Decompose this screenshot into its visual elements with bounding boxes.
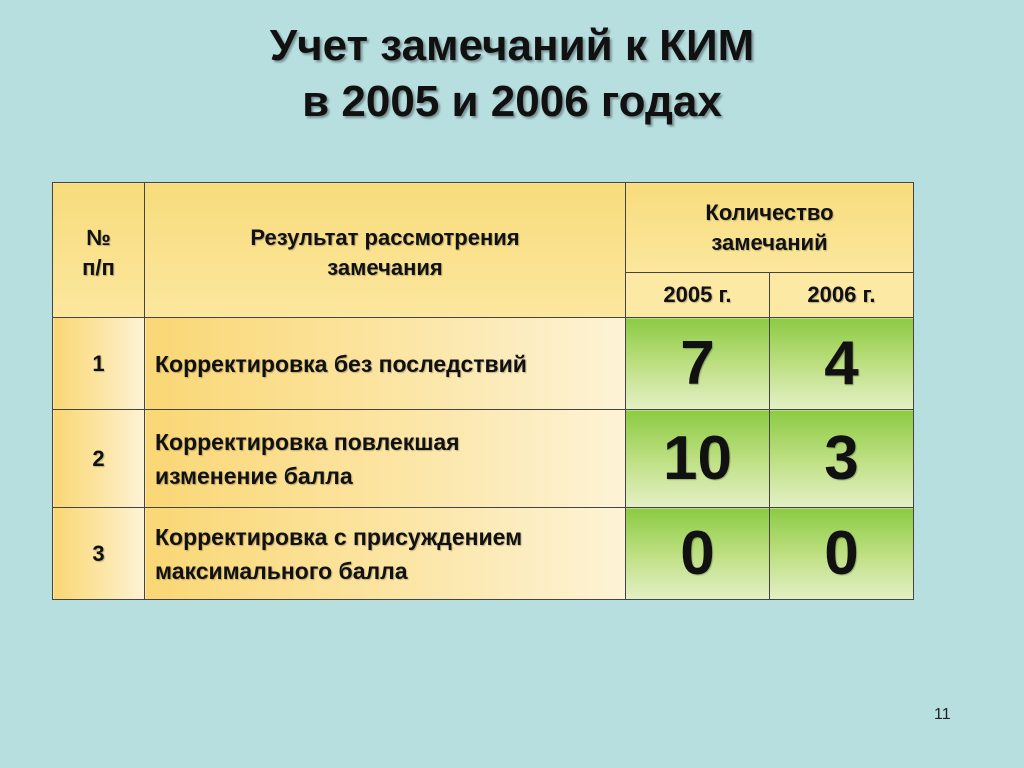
header-year-2005: 2005 г. <box>626 273 770 318</box>
row-num: 1 <box>53 318 145 410</box>
slide-title <box>0 18 1024 130</box>
title-line-1: Учет замечаний к КИМ <box>269 21 755 70</box>
value-2005: 0 <box>626 508 770 600</box>
value-2005: 7 <box>626 318 770 410</box>
table-row <box>53 410 914 508</box>
page-number: 11 <box>934 706 951 723</box>
row-result: Корректировка с присуждением максимального балла <box>145 508 626 600</box>
value-2006: 0 <box>770 508 914 600</box>
value-2006: 3 <box>770 410 914 508</box>
header-result: Результат рассмотрения замечания <box>145 183 626 318</box>
header-count: Количество замечаний <box>626 183 914 273</box>
row-result: Корректировка без последствий <box>145 318 626 410</box>
row-num: 3 <box>53 508 145 600</box>
header-num: № п/п <box>53 183 145 318</box>
remarks-table <box>52 182 914 600</box>
value-2005: 10 <box>626 410 770 508</box>
title-line-2: в 2005 и 2006 годах <box>302 77 722 126</box>
value-2006: 4 <box>770 318 914 410</box>
table-row <box>53 318 914 410</box>
table-row <box>53 508 914 600</box>
header-year-2006: 2006 г. <box>770 273 914 318</box>
row-result: Корректировка повлекшая изменение балла <box>145 410 626 508</box>
row-num: 2 <box>53 410 145 508</box>
